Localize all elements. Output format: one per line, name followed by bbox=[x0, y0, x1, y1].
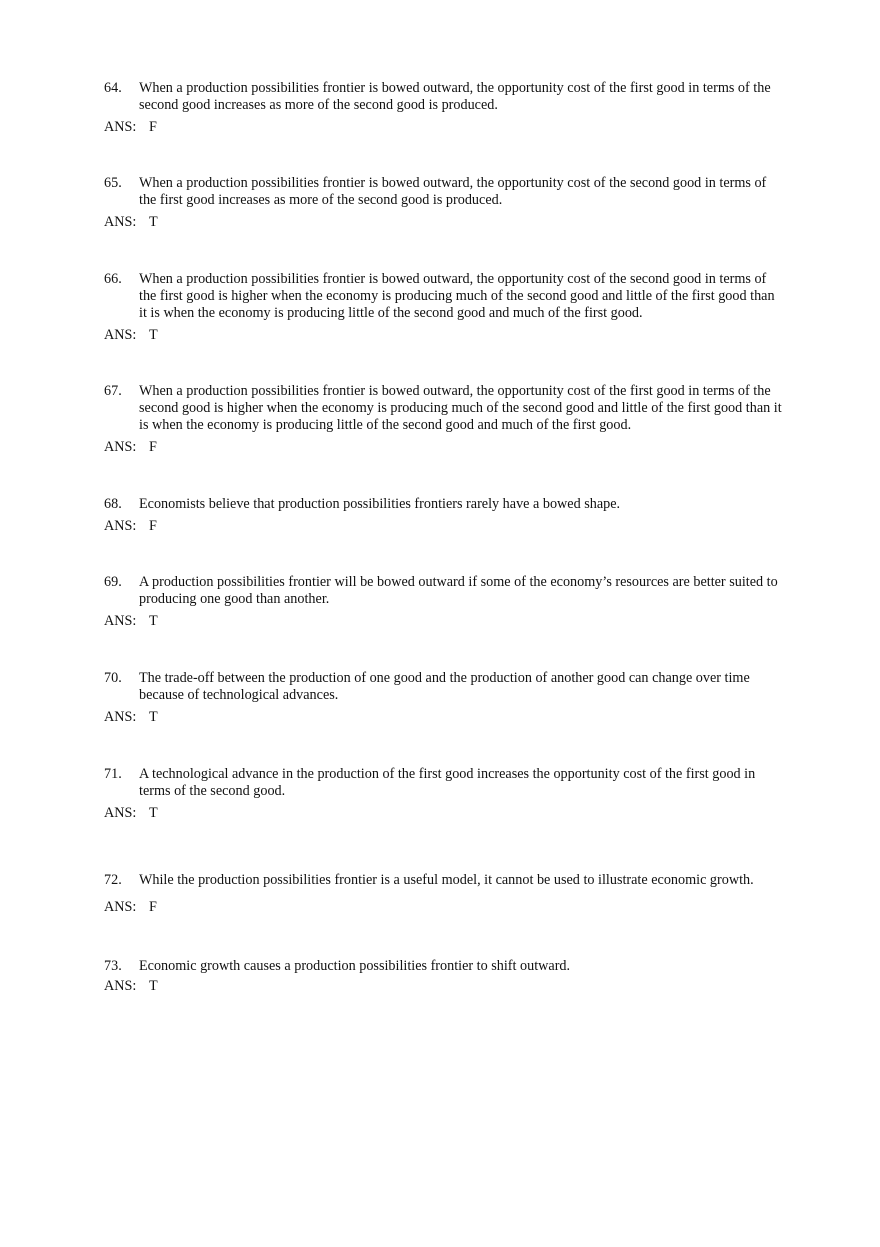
question-text: Economists believe that production possibilities frontiers rarely have a bowed shape. bbox=[139, 496, 621, 512]
question-row bbox=[104, 872, 784, 889]
question-number: 73. bbox=[104, 958, 122, 974]
question-row bbox=[104, 766, 784, 800]
question-item-65 bbox=[104, 175, 784, 231]
answer-row bbox=[104, 327, 784, 344]
answer-row bbox=[104, 439, 784, 456]
answer-label: ANS: bbox=[104, 327, 137, 343]
question-item-67 bbox=[104, 383, 784, 456]
answer-label: ANS: bbox=[104, 214, 137, 230]
question-number: 71. bbox=[104, 766, 122, 782]
answer-value: T bbox=[149, 805, 158, 821]
answer-value: T bbox=[149, 214, 158, 230]
question-text: A technological advance in the production of the first good increases the opportunity cost of the first good in terms of the second good. bbox=[139, 766, 756, 799]
question-row bbox=[104, 271, 784, 322]
question-number: 69. bbox=[104, 574, 122, 590]
answer-value: F bbox=[149, 119, 157, 135]
question-number: 66. bbox=[104, 271, 122, 287]
question-text: A production possibilities frontier will be bowed outward if some of the economy’s resources are better suited to producing one good than another. bbox=[139, 574, 778, 607]
question-item-64 bbox=[104, 80, 784, 136]
question-text: When a production possibilities frontier is bowed outward, the opportunity cost of the first good in terms of the second good increases as more of the second good is produced. bbox=[139, 80, 771, 113]
answer-label: ANS: bbox=[104, 709, 137, 725]
answer-row bbox=[104, 805, 784, 822]
question-text: The trade-off between the production of one good and the production of another good can change over time because of technological advances. bbox=[139, 670, 750, 703]
question-item-68 bbox=[104, 496, 784, 535]
answer-row bbox=[104, 709, 784, 726]
question-row bbox=[104, 80, 784, 114]
question-row bbox=[104, 175, 784, 209]
answer-value: F bbox=[149, 899, 157, 915]
answer-label: ANS: bbox=[104, 518, 137, 534]
answer-label: ANS: bbox=[104, 899, 137, 915]
answer-value: T bbox=[149, 613, 158, 629]
question-row bbox=[104, 670, 784, 704]
answer-row bbox=[104, 613, 784, 630]
answer-row bbox=[104, 518, 784, 535]
question-text: When a production possibilities frontier is bowed outward, the opportunity cost of the second good in terms of the first good increases as more of the second good is produced. bbox=[139, 175, 767, 208]
answer-row bbox=[104, 119, 784, 136]
question-text: When a production possibilities frontier is bowed outward, the opportunity cost of the first good in terms of the second good is higher when the economy is producing much of the second good and little of the first good than it is when the economy is producing little of the second good and much of the first good. bbox=[139, 383, 782, 433]
answer-row bbox=[104, 214, 784, 231]
question-item-71 bbox=[104, 766, 784, 822]
question-item-72 bbox=[104, 872, 784, 916]
question-row bbox=[104, 383, 784, 434]
answer-label: ANS: bbox=[104, 439, 137, 455]
answer-row bbox=[104, 899, 784, 916]
question-number: 65. bbox=[104, 175, 122, 191]
question-item-69 bbox=[104, 574, 784, 630]
answer-row bbox=[104, 978, 784, 995]
answer-label: ANS: bbox=[104, 119, 137, 135]
question-number: 68. bbox=[104, 496, 122, 512]
answer-value: F bbox=[149, 518, 157, 534]
question-text: When a production possibilities frontier is bowed outward, the opportunity cost of the second good in terms of the first good is higher when the economy is producing much of the second good and little of the first good than it is when the economy is producing little of the second good and much of the first good. bbox=[139, 271, 775, 321]
answer-value: T bbox=[149, 978, 158, 994]
question-item-66 bbox=[104, 271, 784, 344]
question-text: Economic growth causes a production possibilities frontier to shift outward. bbox=[139, 958, 571, 974]
answer-label: ANS: bbox=[104, 805, 137, 821]
answer-value: F bbox=[149, 439, 157, 455]
question-number: 64. bbox=[104, 80, 122, 96]
question-row bbox=[104, 574, 784, 608]
question-row bbox=[104, 496, 784, 513]
question-number: 72. bbox=[104, 872, 122, 888]
question-text: While the production possibilities frontier is a useful model, it cannot be used to illustrate economic growth. bbox=[139, 872, 754, 888]
question-number: 67. bbox=[104, 383, 122, 399]
answer-value: T bbox=[149, 709, 158, 725]
answer-value: T bbox=[149, 327, 158, 343]
question-item-73 bbox=[104, 958, 784, 995]
answer-label: ANS: bbox=[104, 613, 137, 629]
question-item-70 bbox=[104, 670, 784, 726]
question-number: 70. bbox=[104, 670, 122, 686]
question-row bbox=[104, 958, 784, 975]
answer-label: ANS: bbox=[104, 978, 137, 994]
